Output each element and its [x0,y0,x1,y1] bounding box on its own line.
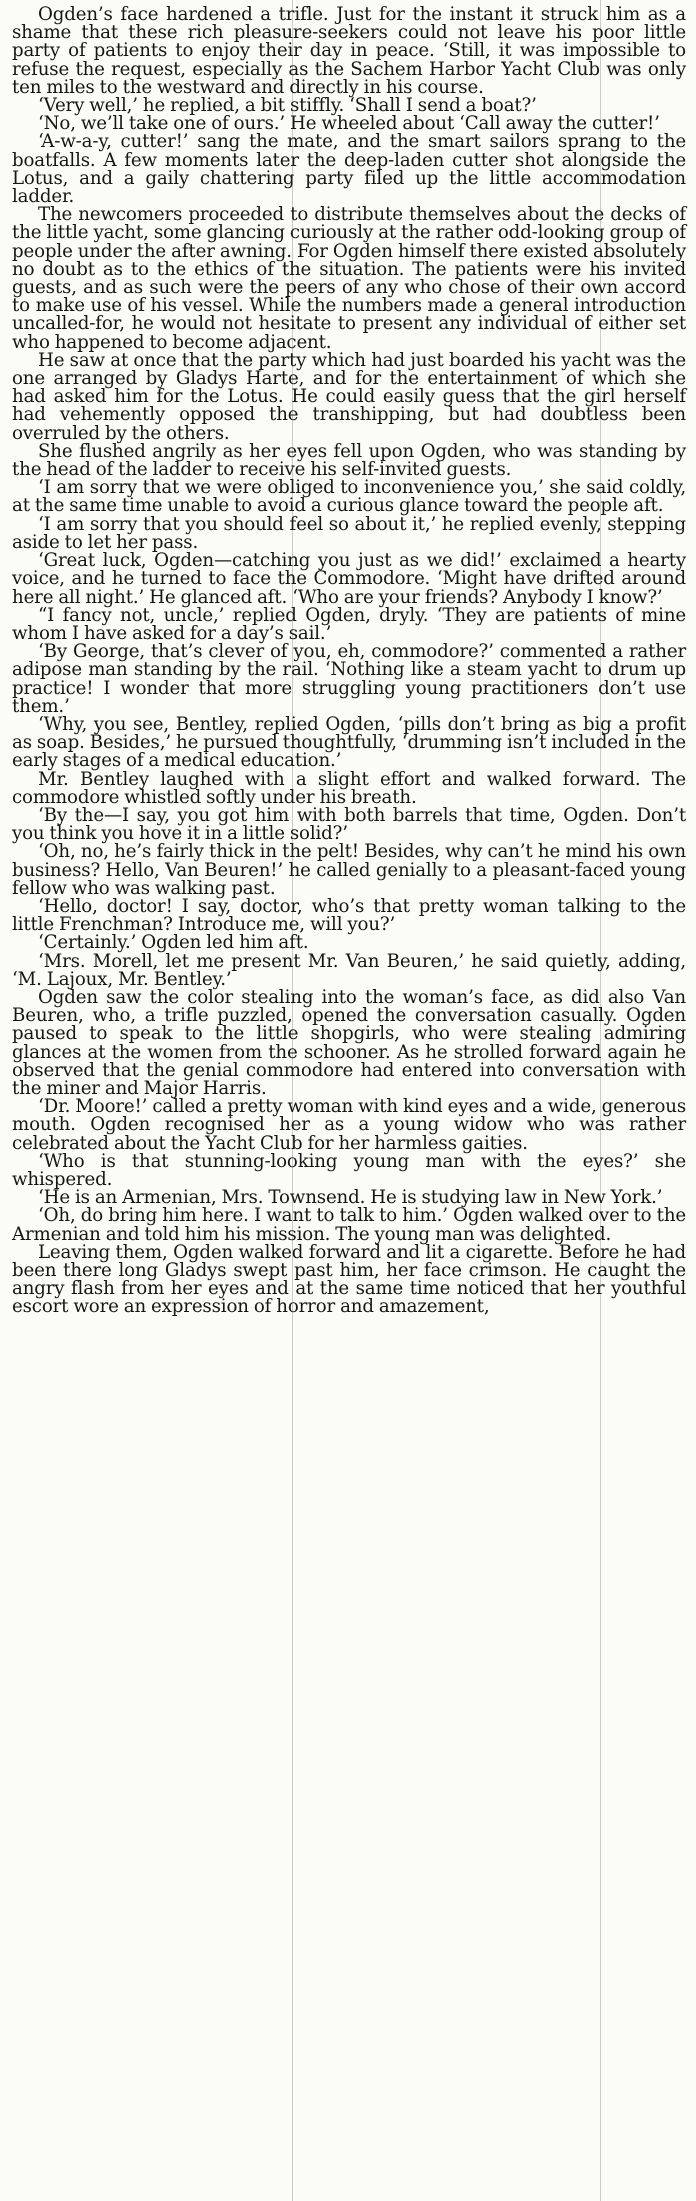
paragraph: ‘Mrs. Morell, let me present Mr. Van Beuren,’ he said quietly, adding, ‘M. Lajoux, Mr. Bentley.’ [12,950,686,990]
paragraph: She flushed angrily as her eyes fell upon Ogden, who was standing by the head of the ladder to receive his self-invited guests. [12,440,686,481]
paragraph: ‘By the—I say, you got him with both barrels that time, Ogden. Don’t you think you hove it in a little solid?’ [12,804,686,845]
paragraph: The newcomers proceeded to distribute themselves about the decks of the little yacht, some glancing curiously at the rather odd-looking group of people under the after awning. For Ogden himself there existed absolutely no doubt as to the ethics of the situation. The patients were his invited guests, and as such were the peers of any who chose of their own accord to make use of his vessel. While the numbers made a general introduction uncalled-for, he would not hesitate to present any individual of either set who happened to become adjacent. [12,204,686,353]
paragraph: ‘By George, that’s clever of you, eh, commodore?’ commented a rather adipose man standing by the rail. ‘Nothing like a steam yacht to drum up practice! I wonder that more struggling young practitioners don’t use them.’ [12,641,686,717]
paragraph: He saw at once that the party which had just boarded his yacht was the one arranged by Gladys Harte, and for the entertainment of which she had asked him for the Lotus. He could easily guess that the girl herself had vehemently opposed the transhipping, but had doubtless been overruled by the others. [12,349,686,444]
paragraph: Leaving them, Ogden walked forward and lit a cigarette. Before he had been there long Gladys swept past him, her face crimson. He caught the angry flash from her eyes and at the same time noticed that her youthful escort wore an expression of horror and amazement, [12,1241,686,1318]
paragraph: Mr. Bentley laughed with a slight effort and walked forward. The commodore whistled softly under his breath. [12,768,686,808]
paragraph: ‘Who is that stunning-looking young man with the eyes?’ she whispered. [12,1150,686,1190]
paragraph: ‘Dr. Moore!’ called a pretty woman with kind eyes and a wide, generous mouth. Ogden recognised her as a young widow who was rather celebrated about the Yacht Club for her harmless gaities. [12,1096,686,1154]
paragraph: ‘Why, you see, Bentley, replied Ogden, ‘pills don’t bring as big a profit as soap. Besides,’ he pursued thoughtfully, ‘drumming isn’t included in the early stages of a medical education.’ [12,713,686,772]
column-fold-line [292,0,293,2201]
paragraph: ‘Oh, do bring him here. I want to talk to him.’ Ogden walked over to the Armenian and told him his mission. The young man was delighted. [12,1205,686,1245]
paragraph: ‘Very well,’ he replied, a bit stiffly. ‘Shall I send a boat?’ [38,95,537,117]
paragraph: ‘Hello, doctor! I say, doctor, who’s that pretty woman talking to the little Frenchman? Introduce me, will you?’ [12,895,686,936]
paragraph: ‘No, we’ll take one of ours.’ He wheeled about ‘Call away the cutter!’ [38,113,660,135]
paragraph: ‘Great luck, Ogden—catching you just as we did!’ exclaimed a hearty voice, and he turned to face the Commodore. ‘Might have drifted around here all night.’ He glanced aft. ‘Who are your friends? Anybody I know?’ [12,550,686,608]
paragraph: ‘A-w-a-y, cutter!’ sang the mate, and the smart sailors sprang to the boatfalls. A few moments later the deep-laden cutter shot alongside the Lotus, and a gaily chattering party filed up the little accommodation ladder. [12,131,686,208]
paragraph: Ogden saw the color stealing into the woman’s face, as did also Van Beuren, who, a trifle puzzled, opened the conversation casually. Ogden paused to speak to the little shopgirls, who were stealing admiring glances at the women from the schooner. As he strolled forward again he observed that the genial commodore had entered into conversation with the miner and Major Harris. [12,986,686,1099]
column-fold-line [600,0,601,2201]
paragraph: ‘Oh, no, he’s fairly thick in the pelt! Besides, why can’t he mind his own business? Hello, Van Beuren!’ he called genially to a pleasant-faced young fellow who was walking past. [12,841,686,899]
paragraph: ‘I am sorry that you should feel so about it,’ he replied evenly, stepping aside to let her pass. [12,513,686,553]
paragraph: ‘Certainly.’ Ogden led him aft. [38,932,309,954]
paragraph: ‘I am sorry that we were obliged to inconvenience you,’ she said coldly, at the same time unable to avoid a curious glance toward the people aft. [12,477,686,517]
paragraph: Ogden’s face hardened a trifle. Just for the instant it struck him as a shame that these rich pleasure-seekers could not leave his poor little party of patients to enjoy their day in peace. ‘Still, it was impossible to refuse the request, especially as the Sachem Harbor Yacht Club was only ten miles to the westward and directly in his course. [12,4,686,98]
paragraph: ‘He is an Armenian, Mrs. Townsend. He is studying law in New York.’ [38,1187,663,1209]
paragraph: “I fancy not, uncle,’ replied Ogden, dryly. ‘They are patients of mine whom I have asked for a day’s sail.’ [12,604,686,644]
